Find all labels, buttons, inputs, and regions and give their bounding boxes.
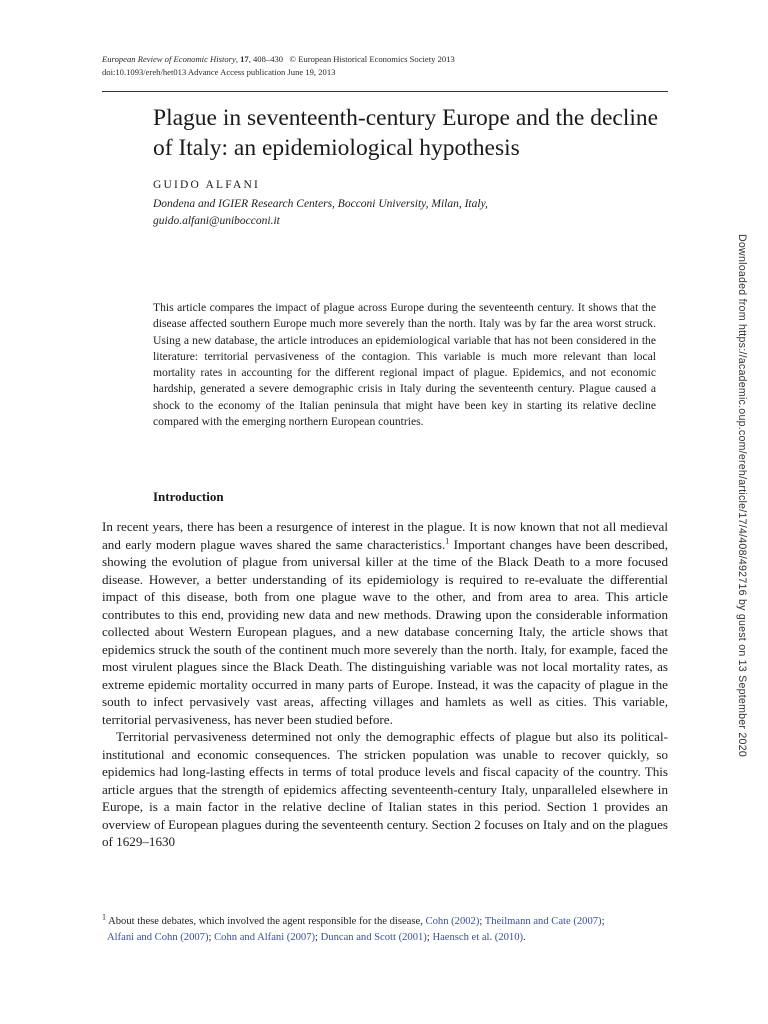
footnote-ref-haensch-2010[interactable]: Haensch et al. (2010) [432, 932, 524, 943]
author-name: GUIDO ALFANI [153, 179, 261, 191]
author-email[interactable]: guido.alfani@unibocconi.it [153, 215, 280, 227]
footnote-ref-cohn-alfani-2007[interactable]: Cohn and Alfani (2007) [214, 932, 316, 943]
footnote-ref-alfani-cohn-2007[interactable]: Alfani and Cohn (2007) [107, 932, 209, 943]
abstract: This article compares the impact of plague across Europe during the seventeenth century. It shows that the disease affected southern Europe much more severely than the north. Italy was by far the area worst struck. Using a new database, the article introduces an epidemiological variable that has not been considered in the literature: territorial pervasiveness of the contagion. This variable is much more relevant than local mortality rates in accounting for the different regional impact of plague. Epidemics, and not economic hardship, generated a severe demographic crisis in Italy during the seventeenth century. Plague caused a shock to the economy of the Italian peninsula that might have been key in starting its relative decline compared with the emerging northern European countries. [153, 301, 656, 429]
journal-volume: 17 [240, 54, 249, 64]
download-watermark [734, 234, 746, 794]
paragraph-2: Territorial pervasiveness determined not only the demographic effects of plague but also its political-institutional and economic consequences. The stricken population was unable to recover quickly, so epidemics had long-lasting effects in terms of total produce levels and fiscal capacity of the country. This article argues that the strength of epidemics affecting seventeenth-century Italy, unparalleled elsewhere in Europe, is a main factor in the relative decline of Italian states in this period. Section 1 provides an overview of European plagues during the seventeenth century. Section 2 focuses on Italy and on the plagues of 1629–1630 [102, 729, 669, 849]
journal-name: European Review of Economic History [102, 54, 236, 64]
journal-copyright: © European Historical Economics Society 2013 [289, 54, 455, 64]
footnote-ref-duncan-scott-2001[interactable]: Duncan and Scott (2001) [320, 932, 427, 943]
footnote-ref-theilmann-cate-2007[interactable]: Theilmann and Cate (2007) [484, 916, 602, 927]
footnote-ref-cohn-2002[interactable]: Cohn (2002) [425, 916, 480, 927]
footnote-line-2: Alfani and Cohn (2007); Cohn and Alfani (2007); Duncan and Scott (2001); Haensch et al. (2010). [107, 932, 526, 943]
download-watermark-text: Downloaded from https://academic.oup.com/ereh/article/17/4/408/492716 by guest on 13 September 2020 [736, 234, 748, 757]
footnote-marker[interactable]: 1 [445, 536, 450, 546]
header-divider [102, 91, 668, 92]
paragraph-1-part-b: Important changes have been described, showing the evolution of plague from universal killer at the time of the Black Death to a more focused disease. However, a better understanding of its epidemiology is required to re-evaluate the differential impact of this disease, both from one plague wave to the other, and from area to area. This article contributes to this end, providing new data and new methods. Drawing upon the considerable information collected about Western European plagues, and a new database concerning Italy, the article shows that epidemics struck the south of the continent much more severely than the north. Italy, for example, faced the most virulent plagues since the Black Death. The distinguishing variable was not local mortality rates, as extreme epidemic mortality occurred in many parts of Europe. Instead, it was the capacity of plague in the south to infect pervasively vast areas, affecting villages and hamlets as well as cities. This variable, territorial pervasiveness, has never been studied before. [102, 536, 668, 727]
section-heading-introduction: Introduction [153, 489, 224, 504]
footnote-line-1: $^1$ About these debates, which involved the agent responsible for the disease, Cohn (2002); Theilmann and Cate (2007); [102, 912, 605, 927]
footnote-text: About these debates, which involved the agent responsible for the disease, [108, 916, 423, 927]
paragraph-1-part-a: In recent years, there has been a resurgence of interest in the plague. It is now known that not all medieval and early modern plague waves shared the same characteristics. [102, 519, 668, 552]
paragraph-1 [102, 518, 668, 728]
author-affiliation-block [153, 196, 488, 230]
doi-line: doi:10.1093/ereh/het013 Advance Access publication June 19, 2013 [102, 67, 336, 77]
journal-pages: , 408–430 [248, 54, 284, 64]
article-title: Plague in seventeenth-century Europe and the decline of Italy: an epidemiological hypothesis [153, 105, 659, 161]
author-affiliation: Dondena and IGIER Research Centers, Bocconi University, Milan, Italy, [153, 198, 488, 210]
introduction-body [102, 518, 668, 851]
footnote-number: 1 [102, 912, 106, 922]
footnote [102, 914, 674, 946]
journal-header [102, 53, 455, 79]
journal-citation-line: European Review of Economic History, 17, 408–430 © European Historical Economics Society 2013 [102, 54, 455, 64]
